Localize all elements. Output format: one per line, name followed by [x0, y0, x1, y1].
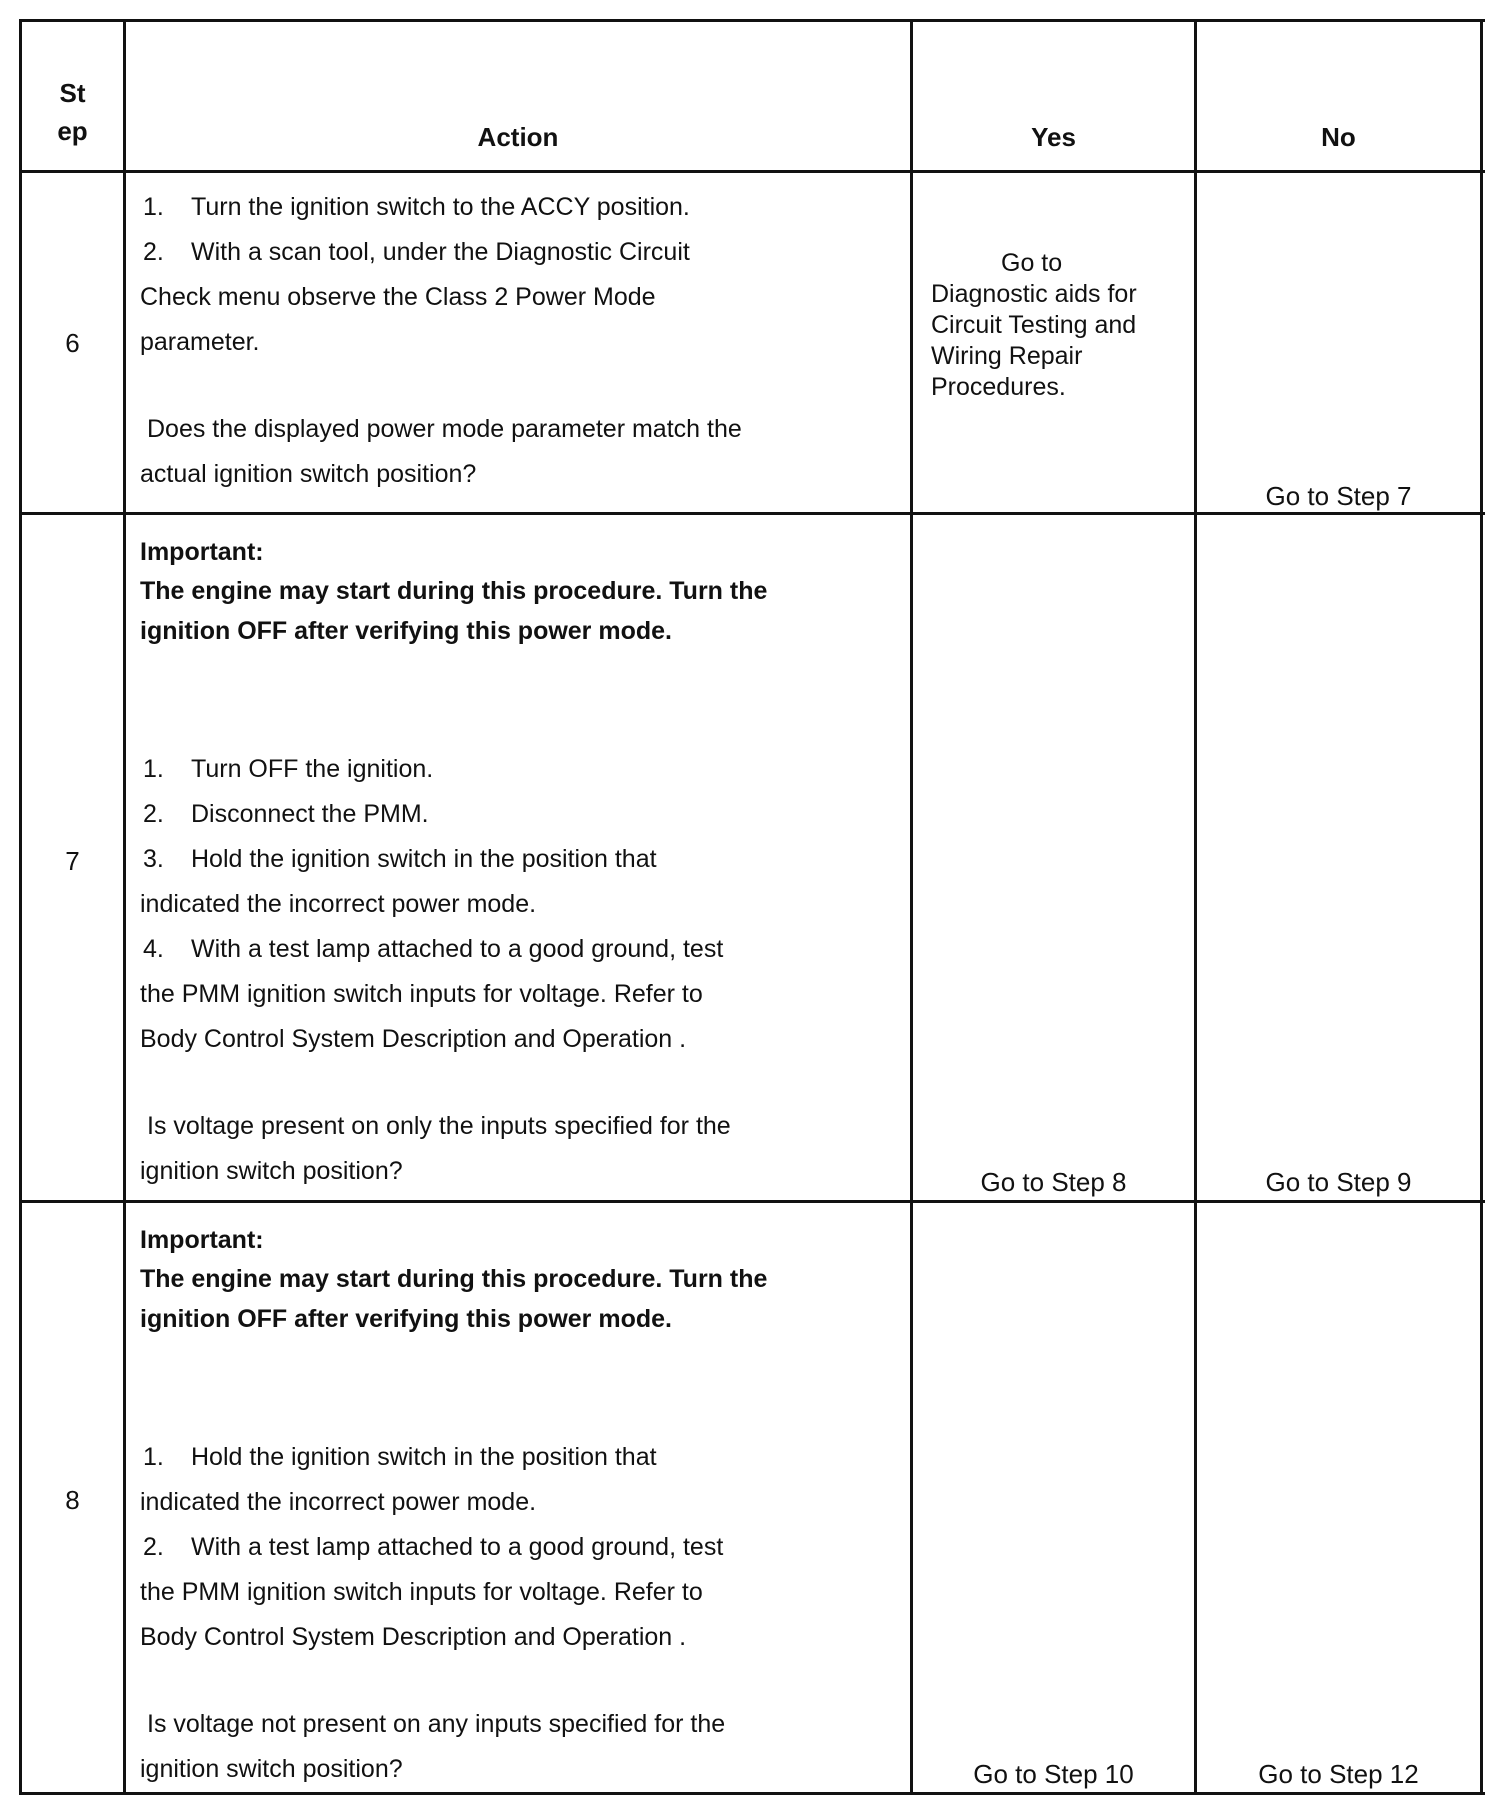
header-action: Action [477, 122, 559, 152]
column-divider [910, 19, 913, 1795]
question-text: ignition switch position? [140, 1157, 403, 1185]
important-text: ignition OFF after verifying this power mode. [140, 1305, 672, 1333]
list-item: 1. Hold the ignition switch in the position that [143, 1443, 657, 1471]
action-text: the PMM ignition switch inputs for voltage. Refer to [140, 1578, 703, 1606]
yes-text: Wiring Repair [931, 342, 1083, 370]
question-text: ignition switch position? [140, 1755, 403, 1783]
important-text: ignition OFF after verifying this power mode. [140, 617, 672, 645]
yes-text: Procedures. [931, 373, 1066, 401]
yes-text: Diagnostic aids for [931, 280, 1137, 308]
goto-step-link[interactable]: Go to Step 8 [980, 1167, 1127, 1197]
header-step [22, 74, 123, 150]
list-item: 4. With a test lamp attached to a good ground, test [143, 935, 724, 963]
diagnostic-table [19, 19, 1483, 1795]
yes-cell-step-6 [931, 248, 1191, 403]
goto-step-link[interactable]: Go to Step 10 [973, 1759, 1134, 1789]
action-cell-step-8 [140, 1221, 900, 1792]
action-text: the PMM ignition switch inputs for voltage. Refer to [140, 980, 703, 1008]
question-text: actual ignition switch position? [140, 460, 477, 488]
important-label: Important: [140, 1226, 264, 1254]
table-border-left [19, 19, 22, 1795]
question-text: Is voltage present on only the inputs specified for the [147, 1112, 731, 1140]
column-divider [123, 19, 126, 1795]
action-cell-step-7 [140, 533, 900, 1194]
important-label: Important: [140, 538, 264, 566]
step-number: 7 [65, 846, 80, 876]
header-no: No [1321, 122, 1356, 152]
list-item: 3. Hold the ignition switch in the position that [143, 845, 657, 873]
yes-text: Circuit Testing and [931, 311, 1137, 339]
important-text: The engine may start during this procedure. Turn the [140, 577, 768, 605]
list-item: 1. Turn the ignition switch to the ACCY position. [143, 193, 690, 221]
question-text: Does the displayed power mode parameter match the [147, 415, 742, 443]
header-step-line2: ep [57, 116, 88, 146]
action-text: Check menu observe the Class 2 Power Mode [140, 283, 656, 311]
action-text: Body Control System Description and Operation . [140, 1623, 687, 1651]
action-text: parameter. [140, 328, 260, 356]
header-yes: Yes [1031, 122, 1076, 152]
goto-step-link[interactable]: Go to Step 12 [1258, 1759, 1419, 1789]
step-number: 8 [65, 1485, 80, 1515]
list-item: 2. With a scan tool, under the Diagnostic Circuit [143, 238, 690, 266]
yes-text: Go to [1001, 249, 1063, 277]
action-text: Body Control System Description and Operation . [140, 1025, 687, 1053]
table-border-top [19, 19, 1485, 22]
list-item: 1. Turn OFF the ignition. [143, 755, 434, 783]
action-cell-step-6 [140, 185, 900, 497]
question-text: Is voltage not present on any inputs specified for the [147, 1710, 726, 1738]
goto-step-link[interactable]: Go to Step 9 [1265, 1167, 1412, 1197]
goto-step-link[interactable]: Go to Step 7 [1265, 481, 1412, 511]
row-divider [19, 170, 1485, 173]
step-number: 6 [65, 328, 80, 358]
header-step-line1: St [59, 78, 86, 108]
list-item: 2. Disconnect the PMM. [143, 800, 429, 828]
column-divider [1194, 19, 1197, 1795]
important-text: The engine may start during this procedure. Turn the [140, 1265, 768, 1293]
table-border-right [1480, 19, 1483, 1795]
action-text: indicated the incorrect power mode. [140, 1488, 537, 1516]
action-text: indicated the incorrect power mode. [140, 890, 537, 918]
list-item: 2. With a test lamp attached to a good ground, test [143, 1533, 724, 1561]
